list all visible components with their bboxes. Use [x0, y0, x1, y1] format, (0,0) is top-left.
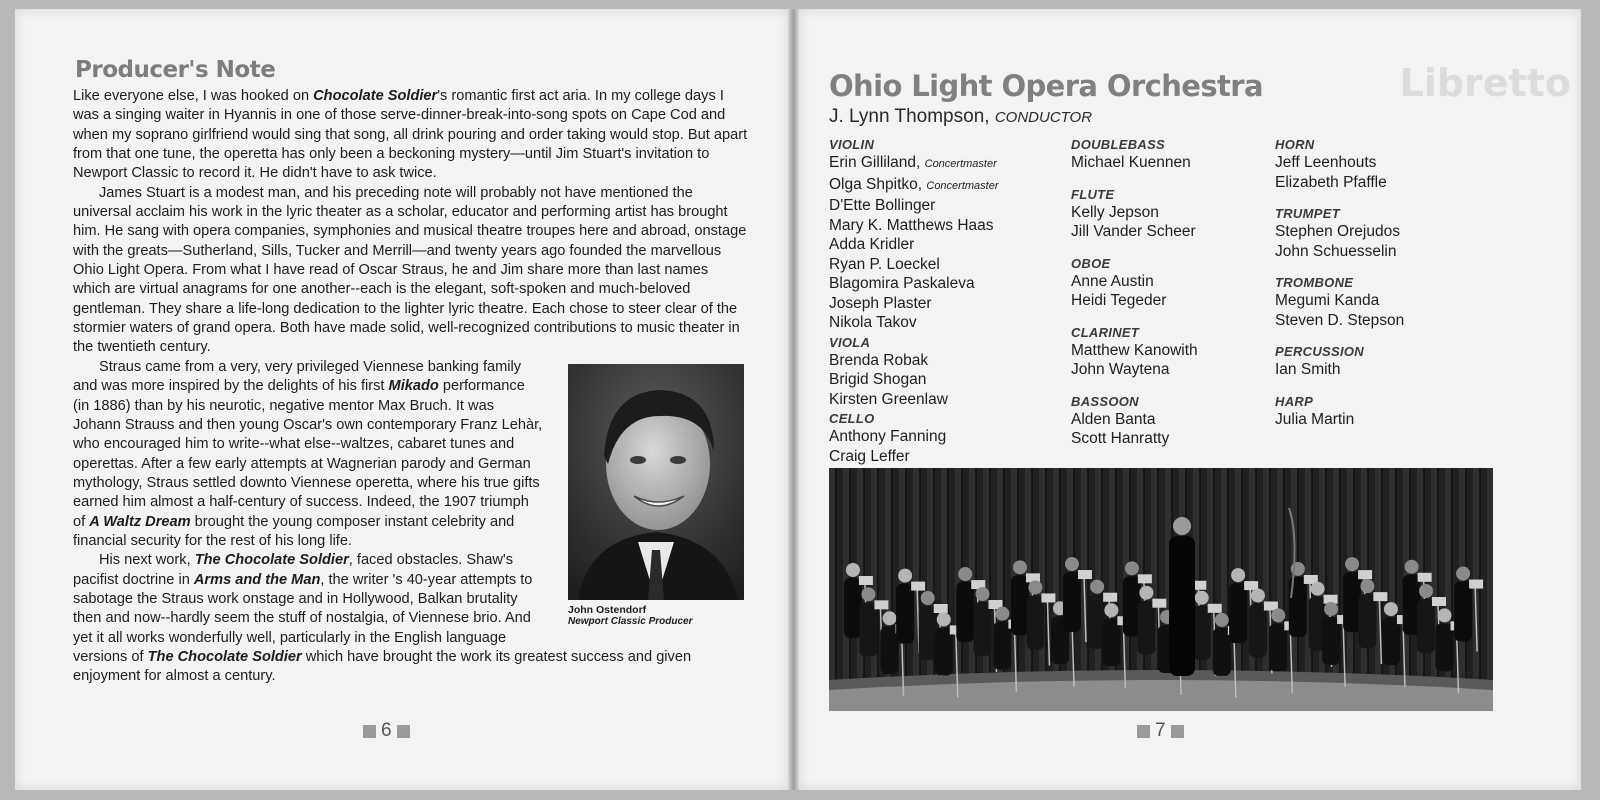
- photo-caption-name: John Ostendorf: [568, 603, 647, 616]
- orchestra-member: [1275, 311, 1404, 331]
- member-name: D'Ette Bollinger: [829, 197, 936, 214]
- orchestra-member: [829, 255, 999, 275]
- member-name: Brenda Robak: [829, 351, 929, 369]
- member-name: Mary K. Matthews Haas: [829, 216, 994, 234]
- section-heading-trumpet: TRUMPET: [1275, 206, 1340, 221]
- paragraph-2: James Stuart is a modest man, and his preceding note will probably not have mentioned the universal acclaim his work in the lyric theater as a scholar, educator and performing artist has brought him. He sang with opera companies, symphonies and musical theatre troupes here and abroad, onstage with the greats—Sutherland, Sills, Tucker and Merrill—and twenty years ago founded the marvellous Ohio Light Opera. From what I have read of Oscar Straus, he and Jim share more than last names which are virtual anagrams for one another--each is the elegant, soft-spoken and much-beloved gentleman. They share a life-long dedication to the lighter lyric theatre. Each chose to steer clear of the stormier waters of grand opera. Both have made solid, well-recognized contributions to music theater in the twentieth century.: [73, 184, 747, 356]
- work-title: Arms and the Man: [193, 571, 321, 588]
- member-name: Kelly Jepson: [1071, 203, 1159, 221]
- member-name: Jill Vander Scheer: [1071, 223, 1196, 240]
- orchestra-member: [1071, 222, 1198, 242]
- producer-portrait: [568, 364, 748, 634]
- work-title: Mikado: [388, 378, 439, 395]
- member-name: Ian Smith: [1275, 361, 1341, 378]
- section-spacer: [1275, 192, 1404, 204]
- member-post: Concertmaster: [926, 179, 999, 192]
- page-number-right: [1137, 720, 1184, 742]
- producers-note-title: Producer's Note: [75, 57, 276, 83]
- producers-note-body: [73, 87, 748, 687]
- right-page: [799, 9, 1581, 790]
- producer-photo: [568, 364, 744, 600]
- orchestra-member: [1071, 410, 1198, 430]
- orchestra-title: Ohio Light Opera Orchestra: [829, 69, 1263, 103]
- section-spacer: [1275, 330, 1404, 342]
- member-name: Steven D. Stepson: [1275, 311, 1405, 329]
- page-square-icon: [397, 725, 410, 738]
- left-page: [15, 9, 788, 790]
- page-square-icon: [363, 725, 376, 738]
- section-spacer: [1071, 173, 1198, 185]
- section-heading-cello: CELLO: [829, 411, 875, 426]
- section-spacer: [1275, 261, 1404, 273]
- section-heading-viola: VIOLA: [829, 334, 871, 350]
- roster-column-3: [1275, 135, 1404, 429]
- section-heading-violin: VIOLIN: [829, 137, 875, 152]
- member-name: John Waytena: [1071, 361, 1170, 378]
- orchestra-member: [1071, 341, 1198, 361]
- member-name: Anthony Fanning: [829, 428, 947, 445]
- book-gutter: [788, 9, 799, 790]
- section-heading-harp: HARP: [1275, 393, 1314, 409]
- orchestra-member: [829, 351, 999, 371]
- orchestra-member: [1071, 153, 1198, 173]
- section-heading-bassoon: BASSOON: [1071, 393, 1139, 409]
- orchestra-photo: [829, 468, 1493, 711]
- section-heading-oboe: OBOE: [1071, 255, 1111, 271]
- orchestra-member: [1275, 410, 1404, 430]
- member-name: Adda Kridler: [829, 236, 915, 253]
- member-name: Jeff Leenhouts: [1275, 154, 1377, 171]
- section-heading-percussion: PERCUSSION: [1275, 344, 1364, 359]
- paragraph-3: Straus came from a very, very privileged Viennese banking family and was more inspired by the delights of his first Mikado performance (in 1886) than by his neurotic, negative mentor Max Bruch. It was Johann Strauss and then young Oscar's own contemporary Franz Lehàr, who encouraged him to write--what else--waltzes, cabaret tunes and operettas. After a few early attempts at Wagnerian parody and German mythology, Straus settled downto Viennese operetta, where his true gifts earned him almost a half-century of success. Indeed, the 1907 triumph of A Waltz Dream brought the young composer instant celebrity and financial security for the rest of his long life.: [73, 358, 543, 549]
- orchestra-member: [829, 390, 999, 410]
- orchestra-member: [829, 196, 999, 216]
- orchestra-member: [1071, 203, 1198, 223]
- orchestra-member: [1071, 272, 1198, 292]
- conductor-role: CONDUCTOR: [994, 109, 1093, 126]
- orchestra-member: [1275, 173, 1404, 193]
- member-post: Concertmaster: [924, 158, 997, 170]
- member-name: Erin Gilliland,: [829, 154, 921, 171]
- member-name: Megumi Kanda: [1275, 292, 1380, 309]
- section-spacer: [1275, 380, 1404, 392]
- orchestra-member: [829, 427, 999, 447]
- section-spacer: [1071, 242, 1198, 254]
- member-name: Brigid Shogan: [829, 371, 927, 388]
- orchestra-member: [829, 274, 999, 294]
- member-name: Nikola Takov: [829, 314, 917, 331]
- member-name: Kirsten Greenlaw: [829, 390, 948, 408]
- page-number-text: 7: [1155, 720, 1166, 741]
- orchestra-member: [829, 216, 999, 236]
- member-name: Julia Martin: [1275, 410, 1355, 428]
- member-name: Scott Hanratty: [1071, 430, 1170, 447]
- section-heading-clarinet: CLARINET: [1071, 324, 1140, 340]
- section-spacer: [1071, 311, 1198, 323]
- member-name: Anne Austin: [1071, 272, 1154, 290]
- roster-column-2: [1071, 135, 1198, 449]
- work-title: A Waltz Dream: [89, 513, 191, 530]
- member-name: Michael Kuennen: [1071, 154, 1191, 171]
- member-name: Joseph Plaster: [829, 294, 932, 312]
- orchestra-member: [1071, 360, 1198, 380]
- orchestra-member: [829, 235, 999, 255]
- paragraph-4: His next work, The Chocolate Soldier, faced obstacles. Shaw's pacifist doctrine in Arms and the Man, the writer 's 40-year attempts to sabotage the Straus work onstage and in Hollywood, Balkan brutality then and now--hardly seem the stuff of nostalgia, of Viennese brio. And yet it all works wonderfully well, particularly in the English language versions of The Chocolate Soldier which have brought the work its greatest success and given enjoyment for almost a century.: [73, 552, 692, 685]
- section-heading-trombone: TROMBONE: [1275, 275, 1354, 290]
- member-name: Olga Shpitko,: [829, 175, 923, 193]
- page-square-icon: [1171, 725, 1184, 738]
- orchestra-member: [1071, 429, 1198, 449]
- conductor-name: J. Lynn Thompson,: [829, 106, 990, 127]
- orchestra-member: [1275, 291, 1404, 311]
- orchestra-member: [829, 175, 999, 197]
- member-name: Alden Banta: [1071, 410, 1156, 428]
- section-heading-horn: HORN: [1275, 137, 1315, 152]
- orchestra-member: [829, 447, 999, 467]
- page-square-icon: [1137, 725, 1150, 738]
- orchestra-member: [829, 153, 999, 175]
- page-number-text: 6: [381, 720, 392, 741]
- orchestra-member: [1071, 291, 1198, 311]
- member-name: Elizabeth Pfaffle: [1275, 173, 1387, 191]
- orchestra-member: [829, 313, 999, 333]
- member-name: Craig Leffer: [829, 447, 910, 465]
- paragraph-1: Like everyone else, I was hooked on Chocolate Soldier's romantic first act aria. In my college days I was a singing waiter in Hyannis in one of those serve-dinner-break-into-song spots on Cape Cod and when my soprano girlfriend would sing that song, all drink pouring and order taking would stop. But apart from that one tune, the operetta has only been a beckoning mystery—until Jim Stuart's invitation to Newport Classic to record it. He didn't have to ask twice.: [73, 88, 748, 182]
- orchestra-member: [829, 370, 999, 390]
- member-name: Ryan P. Loeckel: [829, 255, 940, 273]
- orchestra-member: [1275, 153, 1404, 173]
- show-through-heading: Libretto: [1399, 61, 1571, 105]
- section-spacer: [1071, 380, 1198, 392]
- member-name: Stephen Orejudos: [1275, 223, 1400, 240]
- orchestra-member: [829, 294, 999, 314]
- work-title: Chocolate Soldier: [313, 88, 438, 104]
- orchestra-member: [1275, 360, 1404, 380]
- page-number-left: [363, 720, 410, 742]
- member-name: Blagomira Paskaleva: [829, 275, 975, 292]
- section-heading-doublebass: DOUBLEBASS: [1071, 137, 1166, 152]
- work-title: The Chocolate Soldier: [194, 552, 349, 569]
- roster-column-1: [829, 135, 999, 466]
- orchestra-member: [1275, 242, 1404, 262]
- conductor-line: [829, 106, 1092, 128]
- member-name: John Schuesselin: [1275, 242, 1397, 260]
- member-name: Matthew Kanowith: [1071, 341, 1198, 359]
- section-heading-flute: FLUTE: [1071, 186, 1115, 202]
- work-title: The Chocolate Soldier: [147, 648, 302, 665]
- member-name: Heidi Tegeder: [1071, 292, 1167, 309]
- photo-caption-role: Newport Classic Producer: [568, 615, 693, 627]
- orchestra-member: [1275, 222, 1404, 242]
